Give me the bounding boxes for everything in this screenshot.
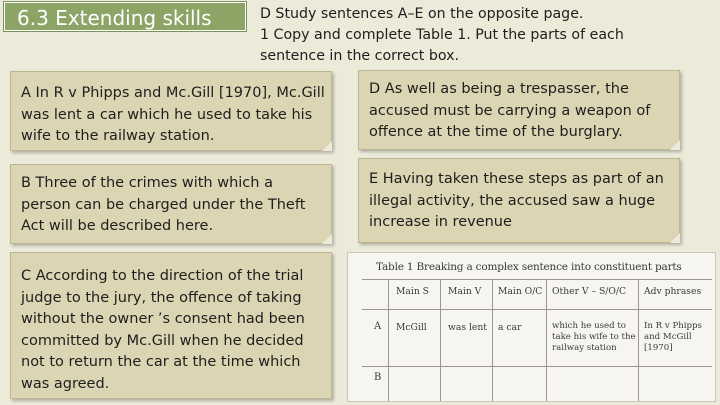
table-header: Main O/C (498, 286, 543, 297)
table-rule (362, 366, 712, 367)
sentence-e-text (369, 169, 664, 234)
sentence-card-c (10, 252, 332, 399)
sentence-card-d (358, 70, 680, 150)
sentence-card-a (10, 71, 332, 151)
card-fold (322, 141, 332, 151)
sentence-a-text (21, 83, 325, 148)
table-1-image (347, 252, 716, 402)
table-rule (638, 279, 639, 402)
sentence-card-b (10, 164, 332, 244)
sentence-b-text (21, 173, 305, 238)
sentence-b-line: B Three of the crimes with which a (21, 175, 273, 191)
sentence-c-line: was agreed. (21, 375, 110, 392)
sentence-c-line: judge to the jury, the offence of taking (21, 289, 302, 306)
table-cell: which he used to take his wife to the railway station (552, 321, 636, 353)
sentence-c-text (21, 266, 305, 395)
sentence-e-line: illegal activity, the accused saw a huge (369, 192, 656, 209)
sentence-d-line: offence at the time of the burglary. (369, 124, 623, 140)
title-area (0, 0, 250, 35)
sentence-d-line: accused must be carrying a weapon of (369, 102, 651, 119)
sentence-a-line: was lent a car which he used to take his (21, 106, 313, 123)
sentence-b-line: Act will be described here. (21, 218, 214, 234)
table-rule (546, 279, 547, 402)
instructions (260, 4, 715, 67)
sentence-c-line: committed by Mc.Gill when he decided (21, 332, 304, 349)
table-rule (388, 279, 389, 402)
table-rule (492, 279, 493, 402)
card-fold (670, 233, 680, 243)
sentence-card-e (358, 158, 680, 243)
sentence-b-line: person can be charged under the Theft (21, 196, 306, 213)
table-cell: a car (498, 322, 522, 333)
table-header: Adv phrases (644, 286, 702, 297)
sentence-d-text (369, 79, 650, 144)
table-header: Main S (396, 286, 429, 297)
card-fold (322, 234, 332, 244)
table-header: Other V – S/O/C (552, 286, 627, 297)
table-rule (440, 279, 441, 402)
table-row-label: A (374, 321, 382, 332)
table-row-label: B (374, 372, 382, 383)
sentence-c-line: C According to the direction of the trial (21, 268, 304, 284)
table-caption: Table 1 Breaking a complex sentence into constituent parts (376, 261, 682, 273)
table-cell: was lent (448, 322, 487, 333)
instruction-line-2: 1 Copy and complete Table 1. Put the parts of each (260, 27, 624, 43)
slide-title: 6.3 Extending skills (17, 6, 212, 30)
sentence-e-line: increase in revenue (369, 214, 512, 230)
instruction-line-3: sentence in the correct box. (260, 48, 460, 64)
table-rule (362, 309, 712, 310)
sentence-d-line: D As well as being a trespasser, the (369, 81, 629, 97)
sentence-a-line: A In R v Phipps and Mc.Gill [1970], Mc.Gill (21, 85, 325, 101)
sentence-c-line: without the owner ’s consent had been (21, 311, 305, 327)
title-box (4, 2, 246, 31)
table-rule (362, 279, 712, 280)
sentence-c-line: not to return the car at the time which (21, 354, 301, 370)
sentence-a-line: wife to the railway station. (21, 128, 215, 144)
table-cell: McGill (396, 322, 427, 333)
table-header: Main V (448, 286, 482, 297)
card-fold (670, 140, 680, 150)
table-cell: In R v Phipps and McGill [1970] (644, 321, 702, 353)
sentence-e-line: E Having taken these steps as part of an (369, 171, 664, 187)
instruction-line-1: D Study sentences A–E on the opposite page. (260, 6, 584, 22)
